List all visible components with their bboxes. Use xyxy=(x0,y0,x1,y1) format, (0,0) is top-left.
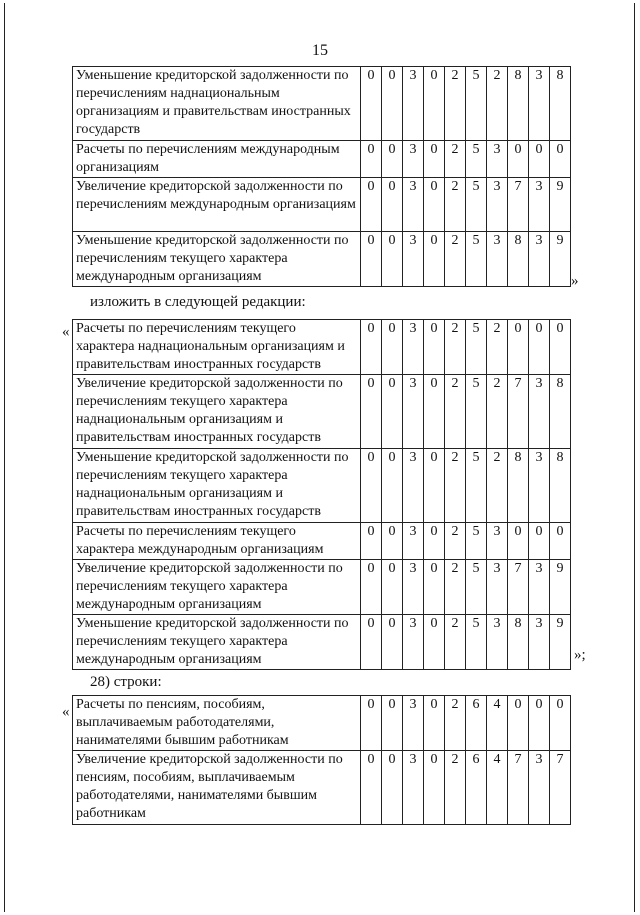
row-label: Уменьшение кредиторской задолженности по перечислениям наднациональным организациям и правительствам иностранных государств xyxy=(73,67,361,141)
row-label: Уменьшение кредиторской задолженности по перечислениям текущего характера наднациональным организациям и правительствам иностранных государств xyxy=(73,449,361,523)
code-digit: 0 xyxy=(424,67,445,141)
code-digit: 3 xyxy=(529,751,550,825)
code-digit: 0 xyxy=(508,696,529,751)
table-row xyxy=(73,523,571,560)
code-digit: 0 xyxy=(361,751,382,825)
code-digit: 0 xyxy=(550,141,571,178)
code-digit: 3 xyxy=(529,232,550,287)
closing-quote-2: »; xyxy=(574,647,586,663)
code-digit: 3 xyxy=(487,178,508,232)
code-digit: 0 xyxy=(382,67,403,141)
code-digit: 0 xyxy=(508,320,529,375)
code-digit: 2 xyxy=(445,178,466,232)
code-digit: 0 xyxy=(382,449,403,523)
code-digit: 2 xyxy=(445,696,466,751)
table-row xyxy=(73,320,571,375)
code-digit: 7 xyxy=(550,751,571,825)
code-digit: 3 xyxy=(403,560,424,615)
code-digit: 3 xyxy=(403,375,424,449)
code-digit: 2 xyxy=(445,320,466,375)
code-digit: 3 xyxy=(403,523,424,560)
table-row xyxy=(73,141,571,178)
code-digit: 0 xyxy=(361,178,382,232)
code-digit: 9 xyxy=(550,178,571,232)
code-digit: 3 xyxy=(487,615,508,670)
row-label: Увеличение кредиторской задолженности по перечислениям международным организациям xyxy=(73,178,361,232)
code-digit: 0 xyxy=(382,615,403,670)
code-digit: 0 xyxy=(361,232,382,287)
code-digit: 9 xyxy=(550,615,571,670)
code-digit: 0 xyxy=(424,696,445,751)
code-digit: 3 xyxy=(403,67,424,141)
code-digit: 0 xyxy=(529,696,550,751)
row-label: Расчеты по перечислениям текущего характера наднациональным организациям и правительствам иностранных государств xyxy=(73,320,361,375)
code-digit: 8 xyxy=(508,232,529,287)
code-digit: 0 xyxy=(529,523,550,560)
code-digit: 8 xyxy=(508,449,529,523)
code-digit: 4 xyxy=(487,751,508,825)
code-digit: 9 xyxy=(550,232,571,287)
row-label: Увеличение кредиторской задолженности по пенсиям, пособиям, выплачиваемым работодателями, нанимателями бывшим работникам xyxy=(73,751,361,825)
code-digit: 0 xyxy=(424,320,445,375)
code-digit: 2 xyxy=(445,751,466,825)
code-digit: 0 xyxy=(382,232,403,287)
opening-quote-2: « xyxy=(62,324,70,340)
code-digit: 5 xyxy=(466,67,487,141)
code-digit: 0 xyxy=(382,375,403,449)
code-digit: 7 xyxy=(508,560,529,615)
code-digit: 5 xyxy=(466,523,487,560)
code-digit: 0 xyxy=(361,615,382,670)
code-digit: 7 xyxy=(508,751,529,825)
code-digit: 3 xyxy=(487,232,508,287)
codes-table-2 xyxy=(72,319,571,670)
code-digit: 0 xyxy=(382,320,403,375)
code-digit: 2 xyxy=(487,67,508,141)
code-digit: 0 xyxy=(382,178,403,232)
table-row xyxy=(73,67,571,141)
code-digit: 8 xyxy=(508,67,529,141)
code-digit: 7 xyxy=(508,178,529,232)
row-label: Расчеты по пенсиям, пособиям, выплачиваемым работодателями, нанимателями бывшим работникам xyxy=(73,696,361,751)
code-digit: 3 xyxy=(403,696,424,751)
row-label: Расчеты по перечислениям международным организациям xyxy=(73,141,361,178)
code-digit: 3 xyxy=(529,449,550,523)
codes-table-3 xyxy=(72,695,571,825)
code-digit: 0 xyxy=(382,696,403,751)
code-digit: 0 xyxy=(508,523,529,560)
code-digit: 0 xyxy=(508,141,529,178)
code-digit: 8 xyxy=(550,375,571,449)
code-digit: 0 xyxy=(382,560,403,615)
closing-quote-1: » xyxy=(571,273,579,289)
codes-table-1 xyxy=(72,66,571,287)
code-digit: 2 xyxy=(445,232,466,287)
code-digit: 0 xyxy=(361,141,382,178)
table-row xyxy=(73,375,571,449)
code-digit: 3 xyxy=(403,141,424,178)
code-digit: 3 xyxy=(529,67,550,141)
code-digit: 2 xyxy=(445,141,466,178)
code-digit: 2 xyxy=(445,375,466,449)
code-digit: 0 xyxy=(424,751,445,825)
code-digit: 0 xyxy=(361,375,382,449)
code-digit: 3 xyxy=(529,178,550,232)
code-digit: 3 xyxy=(403,615,424,670)
code-digit: 5 xyxy=(466,178,487,232)
table-row xyxy=(73,232,571,287)
table-row xyxy=(73,696,571,751)
code-digit: 0 xyxy=(361,67,382,141)
code-digit: 0 xyxy=(361,320,382,375)
code-digit: 8 xyxy=(550,67,571,141)
code-digit: 0 xyxy=(361,449,382,523)
row-label: Увеличение кредиторской задолженности по перечислениям текущего характера наднациональным организациям и правительствам иностранных государств xyxy=(73,375,361,449)
code-digit: 3 xyxy=(529,375,550,449)
table-1-body xyxy=(73,67,571,287)
code-digit: 8 xyxy=(508,615,529,670)
code-digit: 9 xyxy=(550,560,571,615)
code-digit: 5 xyxy=(466,375,487,449)
code-digit: 0 xyxy=(529,141,550,178)
code-digit: 0 xyxy=(424,232,445,287)
instruction-text-1: изложить в следующей редакции: xyxy=(90,294,306,310)
code-digit: 0 xyxy=(424,615,445,670)
instruction-text-2: 28) строки: xyxy=(90,674,162,690)
code-digit: 6 xyxy=(466,751,487,825)
table-row xyxy=(73,449,571,523)
code-digit: 0 xyxy=(550,320,571,375)
code-digit: 0 xyxy=(424,178,445,232)
code-digit: 0 xyxy=(550,523,571,560)
code-digit: 6 xyxy=(466,696,487,751)
code-digit: 0 xyxy=(529,320,550,375)
code-digit: 3 xyxy=(529,560,550,615)
row-label: Уменьшение кредиторской задолженности по перечислениям текущего характера международным организациям xyxy=(73,232,361,287)
code-digit: 7 xyxy=(508,375,529,449)
code-digit: 3 xyxy=(403,320,424,375)
code-digit: 5 xyxy=(466,449,487,523)
row-label: Увеличение кредиторской задолженности по перечислениям текущего характера международным организациям xyxy=(73,560,361,615)
code-digit: 5 xyxy=(466,141,487,178)
code-digit: 2 xyxy=(487,375,508,449)
opening-quote-3: « xyxy=(62,704,70,720)
code-digit: 5 xyxy=(466,232,487,287)
code-digit: 0 xyxy=(424,141,445,178)
code-digit: 2 xyxy=(445,523,466,560)
code-digit: 2 xyxy=(487,320,508,375)
code-digit: 0 xyxy=(550,696,571,751)
code-digit: 0 xyxy=(361,560,382,615)
code-digit: 2 xyxy=(445,67,466,141)
code-digit: 0 xyxy=(382,141,403,178)
table-row xyxy=(73,560,571,615)
code-digit: 3 xyxy=(487,523,508,560)
code-digit: 2 xyxy=(445,560,466,615)
row-label: Уменьшение кредиторской задолженности по перечислениям текущего характера международным организациям xyxy=(73,615,361,670)
code-digit: 5 xyxy=(466,320,487,375)
table-row xyxy=(73,615,571,670)
code-digit: 0 xyxy=(382,523,403,560)
code-digit: 0 xyxy=(424,523,445,560)
code-digit: 5 xyxy=(466,560,487,615)
code-digit: 3 xyxy=(487,141,508,178)
table-3-body xyxy=(73,696,571,825)
code-digit: 0 xyxy=(361,523,382,560)
code-digit: 0 xyxy=(382,751,403,825)
code-digit: 0 xyxy=(361,696,382,751)
code-digit: 5 xyxy=(466,615,487,670)
code-digit: 0 xyxy=(424,375,445,449)
code-digit: 0 xyxy=(424,449,445,523)
code-digit: 8 xyxy=(550,449,571,523)
code-digit: 3 xyxy=(403,449,424,523)
code-digit: 3 xyxy=(529,615,550,670)
code-digit: 3 xyxy=(403,751,424,825)
code-digit: 3 xyxy=(403,232,424,287)
code-digit: 2 xyxy=(487,449,508,523)
table-2-body xyxy=(73,320,571,670)
code-digit: 0 xyxy=(424,560,445,615)
code-digit: 3 xyxy=(403,178,424,232)
table-row xyxy=(73,178,571,232)
code-digit: 4 xyxy=(487,696,508,751)
code-digit: 3 xyxy=(487,560,508,615)
row-label: Расчеты по перечислениям текущего характера международным организациям xyxy=(73,523,361,560)
code-digit: 2 xyxy=(445,615,466,670)
page-number: 15 xyxy=(312,42,328,59)
table-row xyxy=(73,751,571,825)
code-digit: 2 xyxy=(445,449,466,523)
